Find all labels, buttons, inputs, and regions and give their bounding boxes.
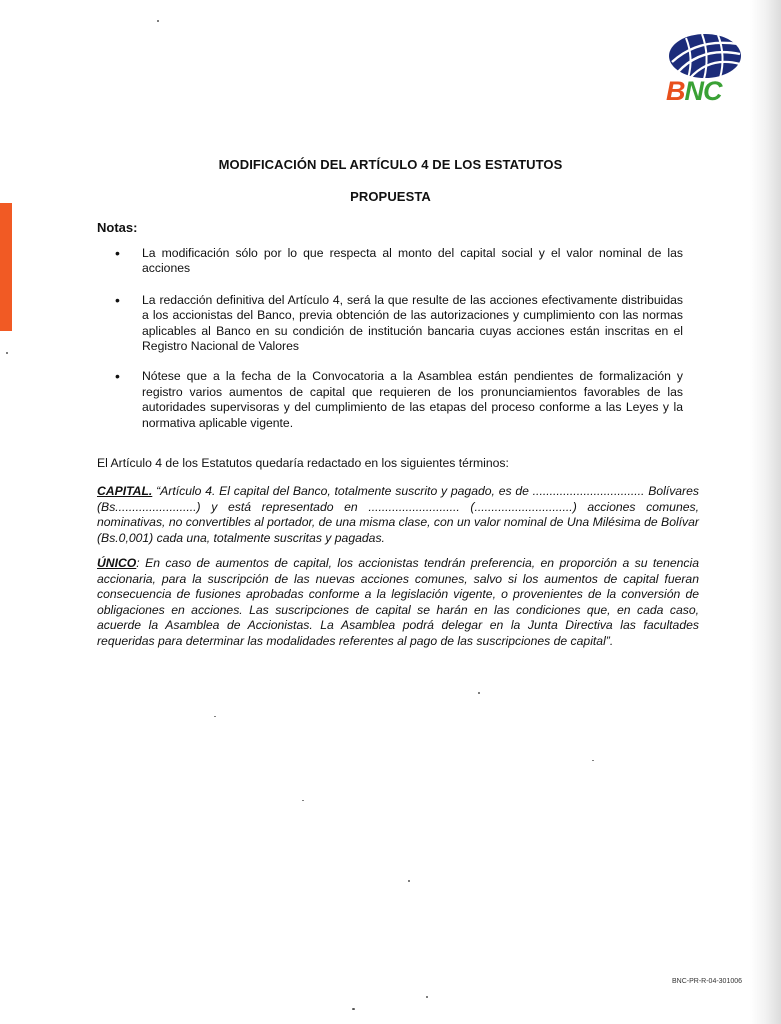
- capital-label: CAPITAL.: [97, 484, 153, 498]
- list-item: [115, 369, 683, 431]
- unico-text: : En caso de aumentos de capital, los accionistas tendrán preferencia, en proporción a su tenencia accionaria, para la suscripción de las nuevas acciones comunes, salvo si los aumentos de capital fueran consecuencia de fusiones aprobadas conforme a la legislación vigente, o provenientes de la conversión de obligaciones en acciones. Las suscripciones de capital se harán en las condiciones que, en cada caso, acuerde la Asamblea de Accionistas. La Asamblea podrá delegar en la Junta Directiva las facultades requeridas para determinar las modalidades referentes al pago de las suscripciones de capital”.: [97, 556, 699, 648]
- logo-letter-b: B: [666, 76, 685, 106]
- note-text: La modificación sólo por lo que respecta al monto del capital social y el valor nominal de las acciones: [142, 246, 683, 276]
- scan-speck: [214, 716, 216, 717]
- scan-speck: [426, 996, 428, 998]
- page-edge-tab: [0, 203, 12, 331]
- scan-speck: [478, 692, 480, 694]
- notes-heading: Notas:: [97, 220, 138, 235]
- intro-paragraph: El Artículo 4 de los Estatutos quedaría redactado en los siguientes términos:: [97, 456, 509, 470]
- scan-speck: [157, 20, 159, 22]
- list-item: [115, 293, 683, 355]
- document-subtitle: PROPUESTA: [350, 189, 431, 204]
- logo-letters-nc: NC: [684, 76, 722, 106]
- bnc-logo: [664, 32, 744, 110]
- bullet-icon: •: [115, 368, 120, 385]
- scan-speck: [302, 800, 304, 801]
- footer-document-code: BNC-PR-R-04-301006: [672, 978, 743, 985]
- capital-paragraph: [97, 484, 699, 546]
- scan-speck: [6, 352, 8, 354]
- unico-paragraph: [97, 556, 699, 650]
- capital-text: “Artículo 4. El capital del Banco, totalmente suscrito y pagado, es de ................................. Bolívares (Bs........................) y está representado en ........................... (.............................) acciones comunes, nominativas, no convertibles al portador, de una misma clase, con un valor nominal de Una Milésima de Bolívar (Bs.0,001) cada una, totalmente suscritas y pagadas.: [97, 484, 699, 545]
- logo-wordmark: [666, 76, 744, 106]
- bullet-icon: •: [115, 291, 120, 308]
- note-text: Nótese que a la fecha de la Convocatoria a la Asamblea están pendientes de formalización y registro varios aumentos de capital que requieren de los pronunciamientos favorables de las autoridades supervisoras y del cumplimiento de las etapas del proceso conforme a las Leyes y la normativa aplicable vigente.: [142, 369, 683, 430]
- scan-speck: [592, 760, 594, 761]
- globe-icon: [668, 32, 742, 80]
- bullet-icon: •: [115, 245, 120, 261]
- scan-speck: [352, 1008, 355, 1010]
- notes-list: [115, 246, 683, 447]
- scan-speck: [408, 880, 410, 882]
- unico-label: ÚNICO: [97, 556, 137, 570]
- note-text: La redacción definitiva del Artículo 4, será la que resulte de las acciones efectivamente distribuidas a los accionistas del Banco, previa obtención de las autorizaciones y cumplimiento con las normas aplicables al Banco en su condición de institución bancaria cuyas acciones están inscritas en el Registro Nacional de Valores: [142, 292, 683, 354]
- list-item: [115, 246, 683, 277]
- document-title: MODIFICACIÓN DEL ARTÍCULO 4 DE LOS ESTATUTOS: [218, 157, 563, 172]
